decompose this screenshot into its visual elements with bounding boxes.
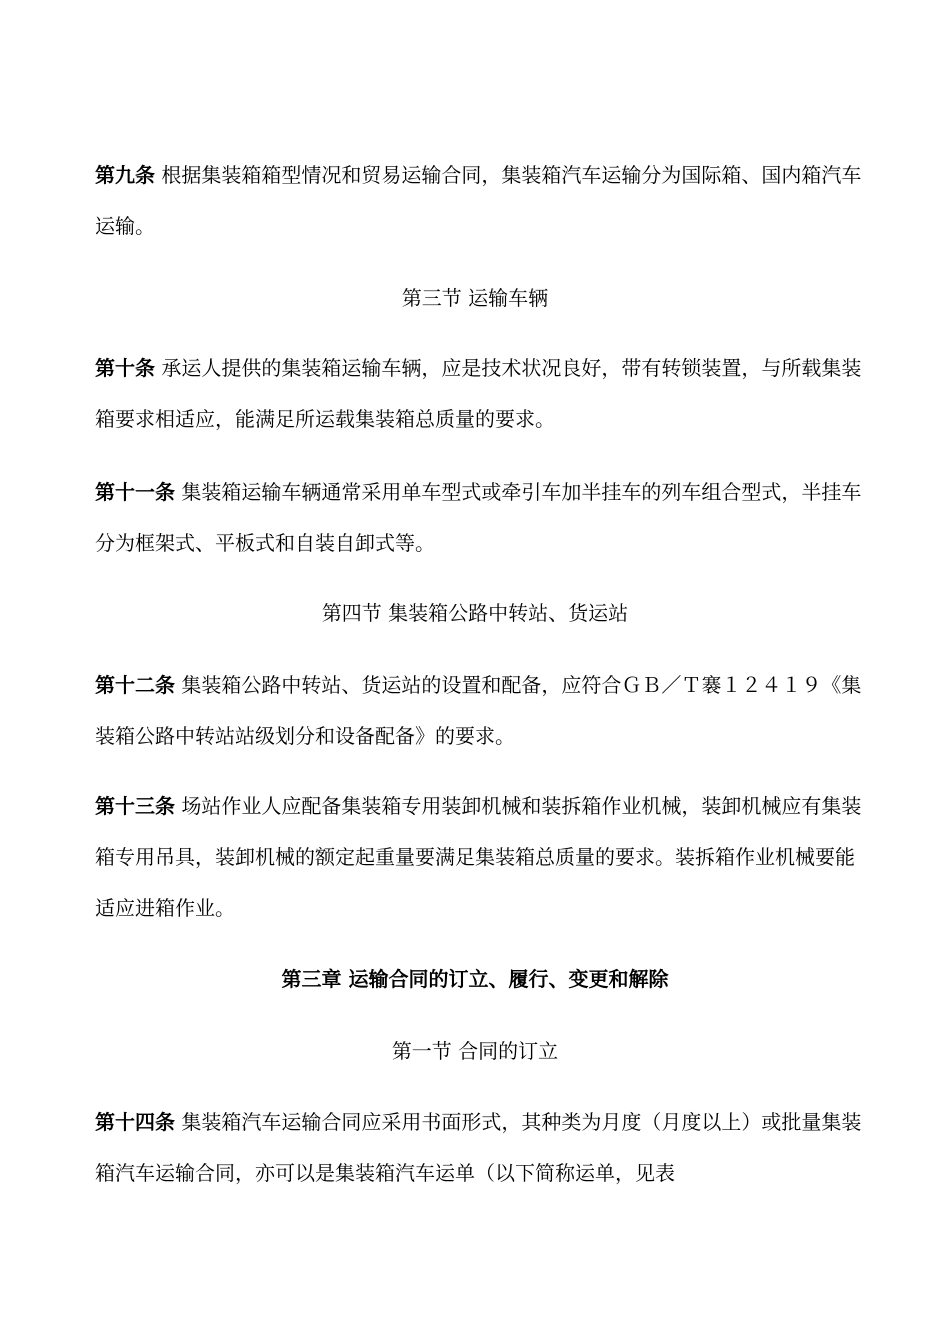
article-label: 第十二条 <box>95 673 175 697</box>
article-text: 集装箱汽车运输合同应采用书面形式，其种类为月度（月度以上）或批量集装箱汽车运输合同，亦可以是集装箱汽车运单（以下简称运单，见表 <box>95 1110 862 1185</box>
chapter-heading: 第三章 运输合同的订立、履行、变更和解除 <box>281 967 669 991</box>
article-text: 根据集装箱箱型情况和贸易运输合同，集装箱汽车运输分为国际箱、国内箱汽车运输。 <box>95 163 862 238</box>
section-heading: 第一节 合同的订立 <box>391 1039 559 1063</box>
section-heading: 第四节 集装箱公路中转站、货运站 <box>321 601 629 625</box>
article-label: 第十条 <box>95 356 155 380</box>
article-text: 场站作业人应配备集装箱专用装卸机械和装拆箱作业机械，装卸机械应有集装箱专用吊具，装卸机械的额定起重量要满足集装箱总质量的要求。装拆箱作业机械要能适应进箱作业。 <box>95 794 862 920</box>
article-text: 承运人提供的集装箱运输车辆，应是技术状况良好，带有转锁装置，与所载集装箱要求相适应，能满足所运载集装箱总质量的要求。 <box>95 356 862 431</box>
article-11 <box>95 467 865 569</box>
section-heading: 第三节 运输车辆 <box>401 286 549 310</box>
article-14 <box>95 1097 865 1199</box>
article-9 <box>95 150 865 252</box>
article-label: 第十四条 <box>95 1110 175 1134</box>
article-label: 第十一条 <box>95 480 175 504</box>
article-text: 集装箱运输车辆通常采用单车型式或牵引车加半挂车的列车组合型式，半挂车分为框架式、平板式和自装自卸式等。 <box>95 480 862 555</box>
article-label: 第十三条 <box>95 794 175 818</box>
article-12 <box>95 660 865 762</box>
article-13 <box>95 781 865 934</box>
article-10 <box>95 343 865 445</box>
article-text: 集装箱公路中转站、货运站的设置和配备，应符合ＧＢ／Ｔ褰１２４１９《集装箱公路中转站站级划分和设备配备》的要求。 <box>95 673 862 748</box>
article-label: 第九条 <box>95 163 155 187</box>
